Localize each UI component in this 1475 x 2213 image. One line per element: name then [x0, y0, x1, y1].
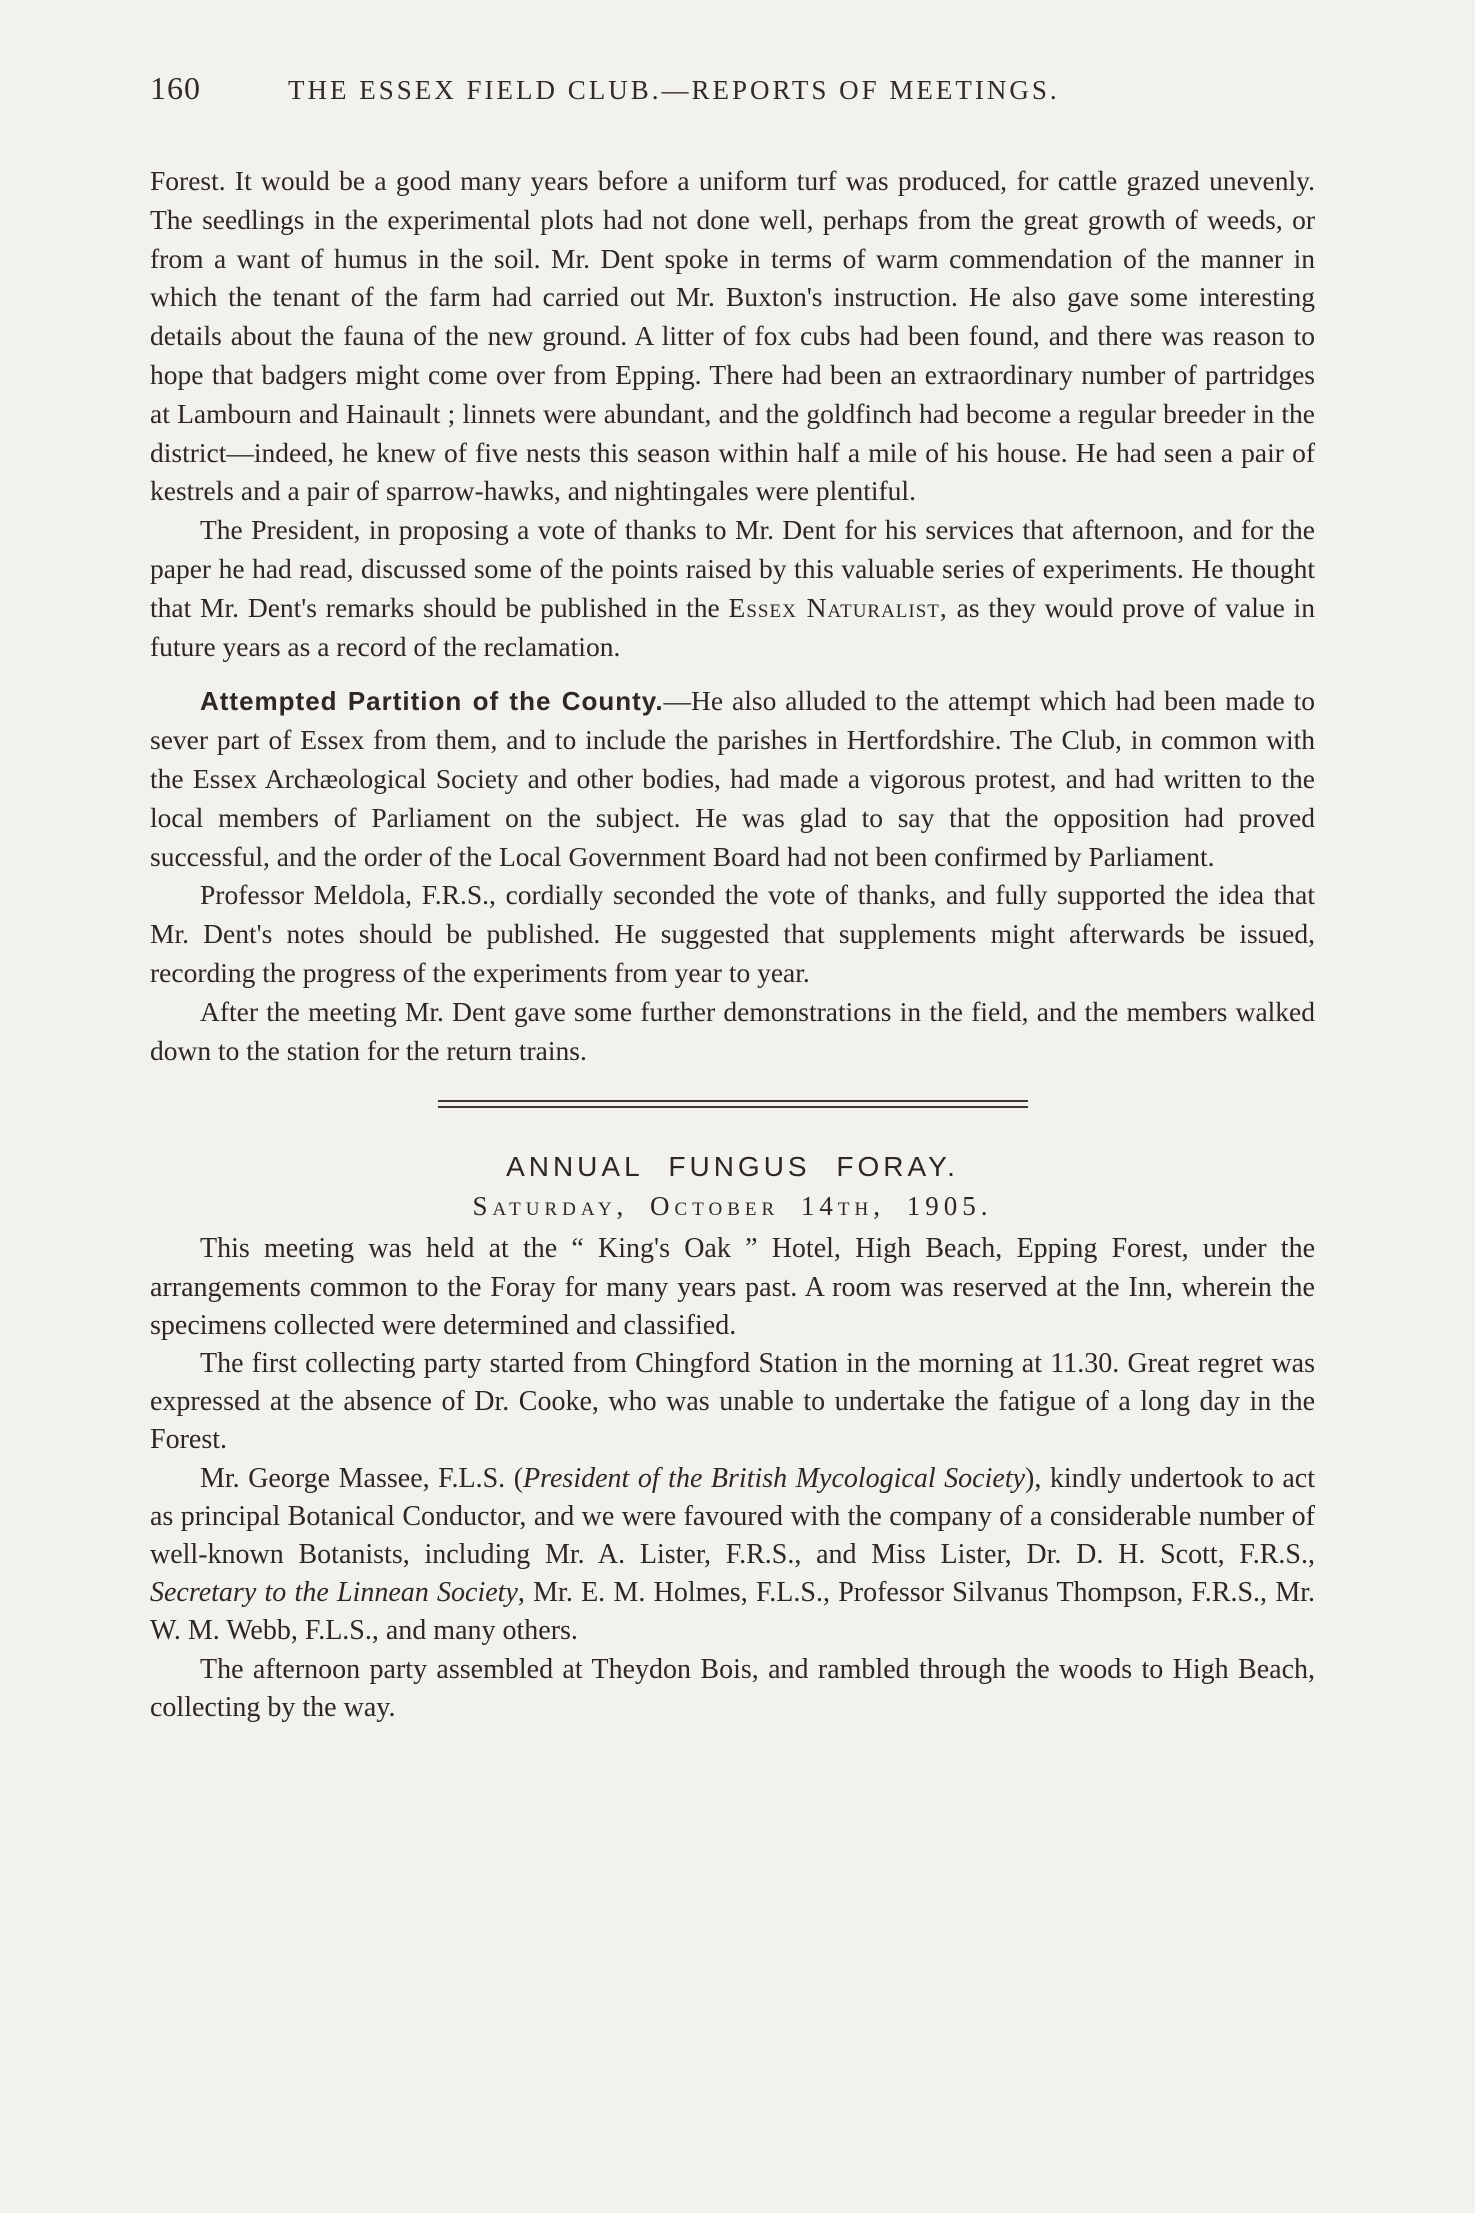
paragraph-forest-fauna: Forest. It would be a good many years before a uniform turf was produced, for cattle grazed unevenly. The seedlings in the experimental plots had not done well, perhaps from the great growth of weeds, or from a want of humus in the soil. Mr. Dent spoke in terms of warm commendation of the manner in which the tenant of the farm had carried out Mr. Buxton's instruction. He also gave some interesting details about the fauna of the new ground. A litter of fox cubs had been found, and there was reason to hope that badgers might come over from Epping. There had been an extraordinary number of partridges at Lambourn and Hainault ; linnets were abundant, and the goldfinch had become a regular breeder in the district—indeed, he knew of five nests this season within half a mile of his house. He had seen a pair of kestrels and a pair of sparrow-hawks, and nightingales were plentiful. [150, 165, 1315, 507]
paragraph-first-party: The first collecting party started from Chingford Station in the morning at 11.30. Great regret was expressed at the absence of Dr. Cooke, who was unable to undertake the fatigue of a long day in the Forest. [150, 1347, 1315, 1456]
partition-text: —He also alluded to the attempt which had been made to sever part of Essex from them, and to include the parishes in Hertfordshire. The Club, in common with the Essex Archæological Society and other bodies, had made a vigorous protest, and had written to the local members of Parliament on the subject. He was glad to say that the opposition had proved successful, and the order of the Local Government Board had not been confirmed by Parliament. [150, 685, 1315, 872]
section-title: ANNUAL FUNGUS FORAY. [506, 1151, 959, 1183]
running-header [150, 70, 1315, 120]
president-text-before: The President, in proposing a vote of thanks to Mr. Dent for his services that afternoon, and for the paper he had read, discussed some of the points raised by this valuable series of experiments. He thought that Mr. Dent's remarks should be published in the [150, 514, 1315, 623]
running-title: THE ESSEX FIELD CLUB.—REPORTS OF MEETINGS. [288, 75, 1060, 105]
president-text-after: as they would prove of value in future years as a record of the reclamation. [150, 591, 1316, 662]
paragraph-partition [150, 682, 1315, 876]
paragraph-after-meeting: After the meeting Mr. Dent gave some further demonstrations in the field, and the members walked down to the station for the return trains. [150, 995, 1315, 1066]
conductors-text-b: ), kindly undertook to act as principal Botanical Conductor, and we were favoured with the company of a considerable number of well-known Botanists, including Mr. A. Lister, F.R.S., and Miss Lister, Dr. D. H. Scott, F.R.S., [150, 1462, 1316, 1570]
foray-section [150, 1230, 1315, 1727]
paragraph-meldola: Professor Meldola, F.R.S., cordially seconded the vote of thanks, and fully supported the idea that Mr. Dent's notes should be published. He suggested that supplements might afterwards be issued, recording the progress of the experiments from year to year. [150, 879, 1315, 988]
paragraph-afternoon-party: The afternoon party assembled at Theydon Bois, and rambled through the woods to High Beach, collecting by the way. [150, 1653, 1315, 1723]
paragraph-president-thanks [150, 511, 1315, 666]
body-text [150, 162, 1315, 1727]
journal-name: Essex Naturalist, [728, 591, 948, 623]
conductors-text-c: , Mr. E. M. Holmes, F.L.S., Professor Silvanus Thompson, F.R.S., Mr. W. M. Webb, F.L.S., and many others. [150, 1577, 1315, 1647]
linnean-title: Secretary to the Linnean Society [150, 1577, 518, 1609]
double-rule-divider [438, 1100, 1028, 1108]
paragraph-foray-intro: This meeting was held at the “ King's Oak ” Hotel, High Beach, Epping Forest, under the arrangements common to the Foray for many years past. A room was reserved at the Inn, wherein the specimens collected were determined and classified. [150, 1233, 1315, 1341]
conductors-text-a: Mr. George Massee, F.L.S. ( [200, 1462, 524, 1494]
side-heading: Attempted Partition of the County. [200, 686, 664, 717]
section-date: Saturday, October 14th, 1905. [472, 1191, 993, 1222]
book-page [150, 70, 1316, 1723]
society-title: President of the British Mycological Society [523, 1462, 1026, 1494]
paragraph-conductors [150, 1460, 1315, 1651]
page-number: 160 [150, 70, 201, 106]
